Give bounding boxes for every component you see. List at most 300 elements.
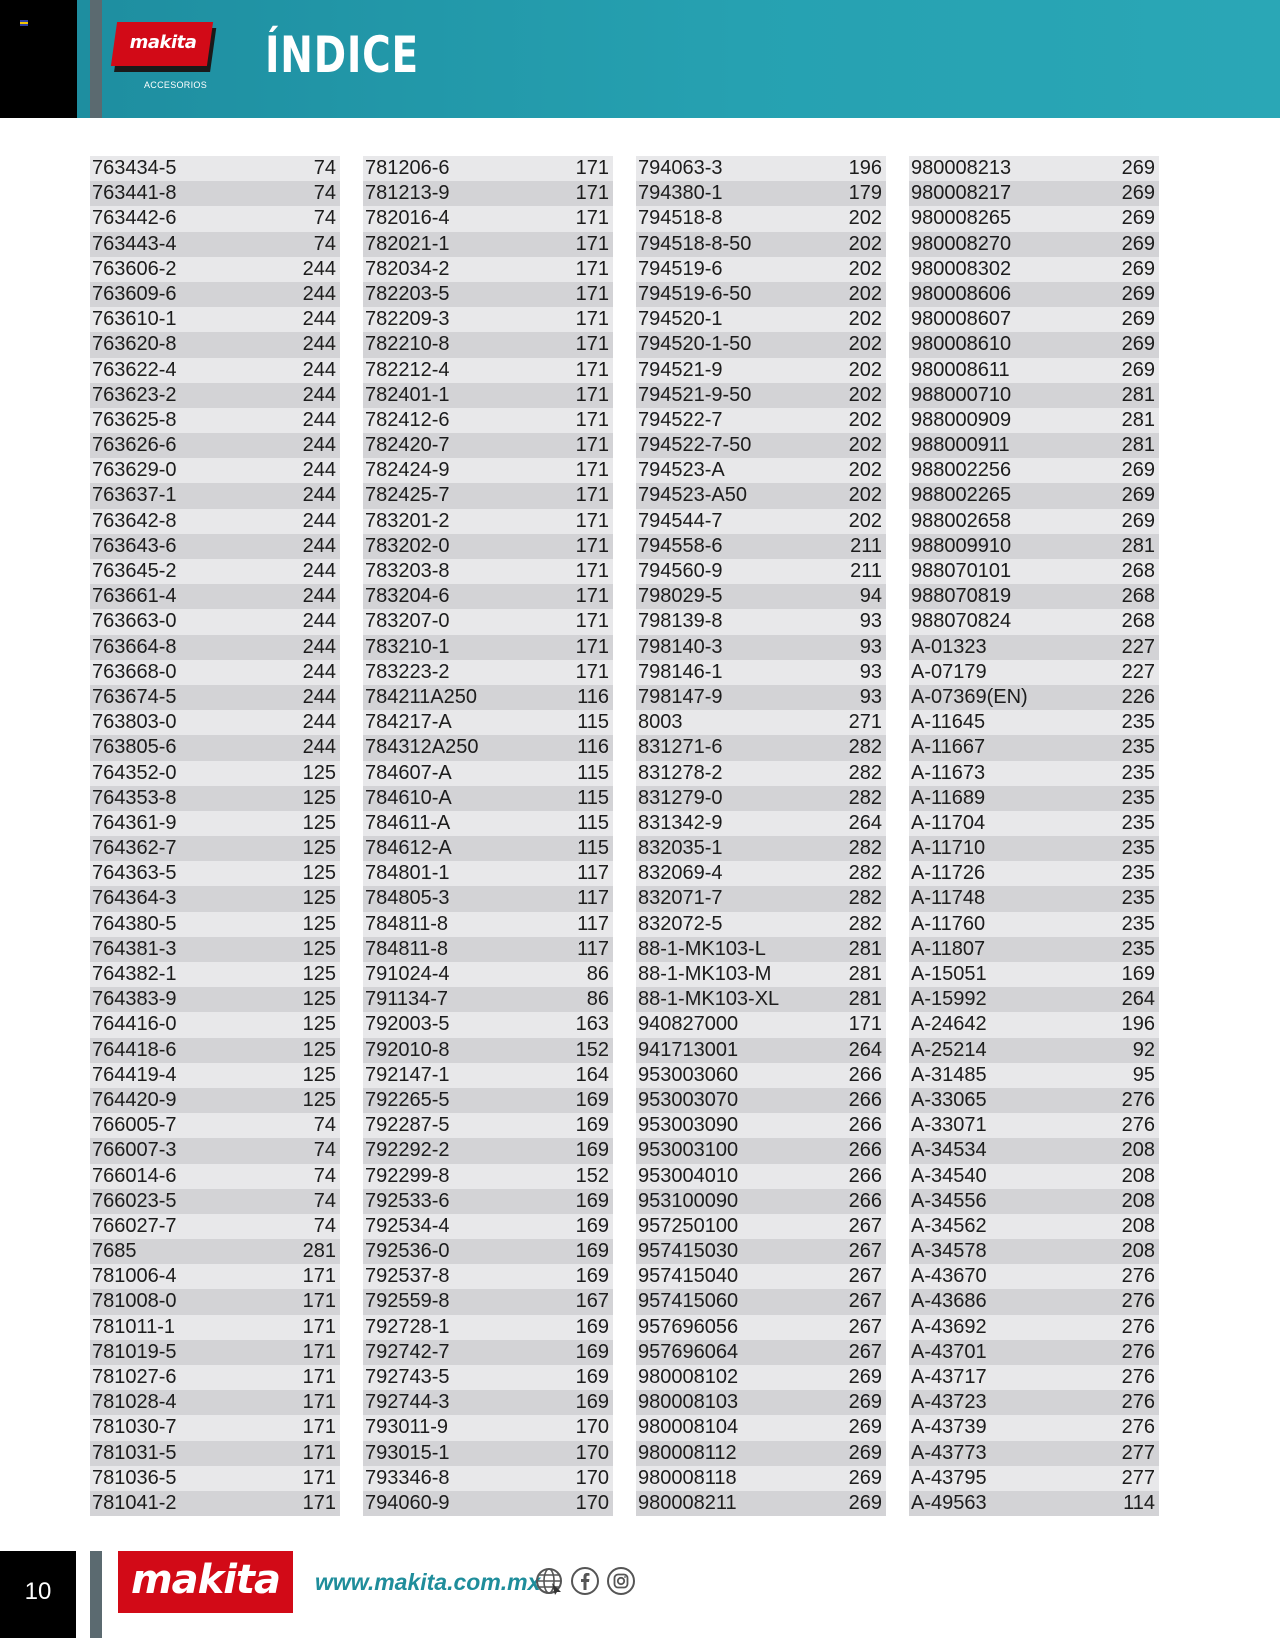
part-number: 763625-8	[92, 408, 177, 431]
part-number: 980008611	[911, 358, 1010, 381]
part-number: 980008112	[638, 1441, 737, 1464]
index-row	[363, 786, 613, 811]
page-reference: 276	[1121, 1088, 1155, 1111]
page-reference: 202	[848, 459, 882, 482]
page-reference: 277	[1121, 1441, 1155, 1464]
index-row	[636, 811, 886, 836]
index-row	[90, 307, 340, 332]
page-reference: 244	[302, 711, 336, 734]
part-number: 794519-6-50	[638, 282, 752, 305]
page-reference: 235	[1121, 786, 1155, 809]
part-number: 793015-1	[365, 1441, 450, 1464]
part-number: 798139-8	[638, 610, 723, 633]
index-row	[90, 282, 340, 307]
page-reference: 227	[1121, 660, 1155, 683]
index-row	[363, 559, 613, 584]
index-row	[909, 307, 1159, 332]
index-row	[636, 761, 886, 786]
part-number: A-11704	[911, 811, 986, 834]
flag-icon	[20, 20, 28, 26]
page-reference: 115	[577, 711, 609, 734]
index-row	[90, 383, 340, 408]
page-reference: 264	[848, 811, 882, 834]
index-row	[90, 937, 340, 962]
page-reference: 269	[848, 1391, 882, 1414]
index-row	[90, 635, 340, 660]
part-number: 953003060	[638, 1063, 739, 1086]
page-reference: 171	[302, 1416, 336, 1439]
page-reference: 164	[575, 1063, 609, 1086]
index-row	[909, 710, 1159, 735]
part-number: 792299-8	[365, 1164, 450, 1187]
index-row	[636, 1038, 886, 1063]
page-reference: 208	[1121, 1139, 1155, 1162]
page-reference: 196	[1121, 1013, 1155, 1036]
footer-gray-stripe	[90, 1551, 102, 1638]
index-row	[909, 1441, 1159, 1466]
header-black-block	[0, 0, 77, 118]
index-row	[636, 1415, 886, 1440]
page-reference: 235	[1121, 711, 1155, 734]
page-reference: 125	[302, 1063, 336, 1086]
page-reference: 74	[313, 1189, 336, 1212]
index-row	[90, 685, 340, 710]
page-reference: 281	[1121, 434, 1155, 457]
part-number: 794380-1	[638, 182, 723, 205]
part-number: 764361-9	[92, 811, 177, 834]
part-number: 988002658	[911, 509, 1012, 532]
part-number: 980008118	[638, 1466, 737, 1489]
index-row	[363, 836, 613, 861]
page-reference: 268	[1121, 610, 1155, 633]
page-reference: 244	[302, 484, 336, 507]
index-row	[363, 156, 613, 181]
page-reference: 74	[313, 1114, 336, 1137]
page-reference: 171	[302, 1366, 336, 1388]
index-row	[636, 735, 886, 760]
page-reference: 269	[1121, 484, 1155, 507]
index-row	[90, 584, 340, 609]
part-number: 798029-5	[638, 585, 723, 608]
page-reference: 269	[1121, 257, 1155, 280]
page-reference: 125	[302, 761, 336, 784]
index-row	[909, 509, 1159, 534]
page-reference: 208	[1121, 1189, 1155, 1212]
page-reference: 282	[848, 736, 882, 759]
part-number: 782412-6	[365, 408, 450, 431]
index-row	[90, 861, 340, 886]
page-reference: 202	[848, 232, 882, 255]
index-row	[636, 962, 886, 987]
part-number: 988009910	[911, 534, 1012, 557]
part-number: 794523-A	[638, 459, 725, 482]
index-row	[363, 307, 613, 332]
index-row	[363, 332, 613, 357]
index-row	[909, 483, 1159, 508]
part-number: 784610-A	[365, 786, 452, 809]
part-number: 783204-6	[365, 585, 450, 608]
index-row	[636, 1491, 886, 1516]
part-number: 764419-4	[92, 1063, 177, 1086]
page-reference: 276	[1121, 1366, 1155, 1388]
part-number: A-11673	[911, 761, 986, 784]
page-reference: 281	[1121, 408, 1155, 431]
part-number: 957415060	[638, 1290, 739, 1313]
page-reference: 93	[859, 610, 882, 633]
part-number: 953003100	[638, 1139, 739, 1162]
page-reference: 269	[848, 1466, 882, 1489]
page-reference: 171	[575, 610, 609, 633]
page-reference: 235	[1121, 887, 1155, 910]
page-reference: 267	[848, 1214, 882, 1237]
part-number: 782034-2	[365, 257, 450, 280]
page-reference: 170	[575, 1441, 609, 1464]
part-number: 792010-8	[365, 1038, 450, 1061]
part-number: A-43717	[911, 1366, 987, 1388]
part-number: 7685	[92, 1240, 137, 1263]
page-reference: 167	[575, 1290, 609, 1313]
index-row	[363, 1441, 613, 1466]
part-number: 783210-1	[365, 635, 450, 658]
page-reference: 74	[313, 232, 336, 255]
page-reference: 125	[302, 937, 336, 960]
page-title: ÍNDICE	[265, 26, 419, 84]
index-row	[636, 1239, 886, 1264]
page-reference: 171	[575, 282, 609, 305]
index-row	[909, 786, 1159, 811]
index-row	[909, 358, 1159, 383]
part-number: 764363-5	[92, 862, 177, 885]
index-row	[909, 1239, 1159, 1264]
index-row	[636, 156, 886, 181]
part-number: 781006-4	[92, 1265, 177, 1288]
index-row	[909, 206, 1159, 231]
index-row	[363, 433, 613, 458]
index-row	[90, 1214, 340, 1239]
part-number: 792536-0	[365, 1240, 450, 1263]
index-row	[90, 1415, 340, 1440]
part-number: 782212-4	[365, 358, 450, 381]
part-number: 832069-4	[638, 862, 723, 885]
part-number: 980008270	[911, 232, 1012, 255]
page-reference: 125	[302, 1038, 336, 1061]
page-reference: 170	[575, 1466, 609, 1489]
page-reference: 266	[848, 1139, 882, 1162]
part-number: 940827000	[638, 1013, 739, 1036]
page-reference: 171	[302, 1466, 336, 1489]
index-row	[909, 282, 1159, 307]
part-number: 792728-1	[365, 1315, 450, 1338]
page-reference: 235	[1121, 912, 1155, 935]
part-number: 781030-7	[92, 1416, 177, 1439]
page-reference: 227	[1121, 635, 1155, 658]
page-reference: 115	[577, 786, 609, 809]
index-row	[636, 1164, 886, 1189]
index-row	[636, 786, 886, 811]
part-number: 88-1-MK103-M	[638, 963, 772, 985]
page-reference: 267	[848, 1265, 882, 1288]
index-row	[90, 1239, 340, 1264]
part-number: 764383-9	[92, 988, 177, 1011]
index-row	[909, 181, 1159, 206]
part-number: 980008217	[911, 182, 1012, 205]
page-reference: 74	[313, 207, 336, 230]
page-reference: 125	[302, 1013, 336, 1036]
index-row	[909, 861, 1159, 886]
facebook-icon[interactable]	[570, 1566, 600, 1596]
part-number: A-15051	[911, 963, 987, 985]
page-reference: 202	[848, 333, 882, 356]
page-reference: 171	[575, 383, 609, 406]
index-row	[909, 534, 1159, 559]
page-reference: 169	[575, 1088, 609, 1111]
page-reference: 93	[859, 660, 882, 683]
part-number: 783202-0	[365, 534, 450, 557]
page-reference: 115	[577, 837, 609, 860]
web-icon[interactable]	[534, 1566, 564, 1596]
index-row	[90, 836, 340, 861]
part-number: 980008104	[638, 1416, 739, 1439]
page-reference: 171	[302, 1340, 336, 1363]
index-row	[909, 1113, 1159, 1138]
part-number: A-34556	[911, 1189, 987, 1212]
page-reference: 125	[302, 988, 336, 1011]
page-reference: 74	[313, 1214, 336, 1237]
page-reference: 244	[302, 358, 336, 381]
instagram-icon[interactable]	[606, 1566, 636, 1596]
index-row	[90, 332, 340, 357]
page-reference: 171	[302, 1441, 336, 1464]
index-row	[636, 1214, 886, 1239]
index-row	[90, 962, 340, 987]
index-row	[363, 534, 613, 559]
index-row	[90, 1164, 340, 1189]
page-reference: 94	[859, 585, 882, 608]
index-row	[909, 1164, 1159, 1189]
page-reference: 171	[575, 232, 609, 255]
part-number: 88-1-MK103-XL	[638, 988, 780, 1011]
page-reference: 92	[1132, 1038, 1155, 1061]
part-number: 784607-A	[365, 761, 452, 784]
page-reference: 125	[302, 837, 336, 860]
page-reference: 74	[313, 182, 336, 205]
page-reference: 244	[302, 560, 336, 582]
page-reference: 244	[302, 509, 336, 532]
part-number: 831342-9	[638, 811, 723, 834]
index-row	[90, 433, 340, 458]
page-reference: 171	[575, 635, 609, 658]
part-number: A-34534	[911, 1139, 987, 1162]
page-reference: 74	[313, 1164, 336, 1187]
page-reference: 269	[1121, 459, 1155, 482]
part-number: 782021-1	[365, 232, 450, 255]
index-row	[90, 408, 340, 433]
part-number: 763443-4	[92, 232, 177, 255]
index-row	[909, 383, 1159, 408]
index-row	[363, 735, 613, 760]
part-number: 792559-8	[365, 1290, 450, 1313]
part-number: A-24642	[911, 1013, 987, 1036]
index-row	[90, 458, 340, 483]
page-reference: 171	[575, 484, 609, 507]
index-row	[636, 1088, 886, 1113]
brand-subtitle: ACCESORIOS	[144, 80, 208, 90]
part-number: 794519-6	[638, 257, 723, 280]
index-row	[90, 1113, 340, 1138]
index-row	[90, 1340, 340, 1365]
page-reference: 202	[848, 257, 882, 280]
page-reference: 244	[302, 736, 336, 759]
index-row	[363, 685, 613, 710]
index-row	[636, 1390, 886, 1415]
header-teal-band	[77, 0, 1280, 118]
part-number: 784217-A	[365, 711, 452, 734]
page-reference: 226	[1121, 685, 1155, 708]
page-reference: 171	[575, 509, 609, 532]
index-row	[909, 635, 1159, 660]
index-column-1	[90, 156, 340, 1516]
part-number: 957696056	[638, 1315, 739, 1338]
page-reference: 125	[302, 887, 336, 910]
part-number: 782424-9	[365, 459, 450, 482]
index-row	[363, 1239, 613, 1264]
index-row	[363, 509, 613, 534]
page-reference: 269	[1121, 308, 1155, 331]
part-number: 832035-1	[638, 837, 723, 860]
part-number: 794560-9	[638, 560, 723, 582]
part-number: 794521-9	[638, 358, 723, 381]
index-row	[909, 1365, 1159, 1390]
part-number: A-43795	[911, 1466, 987, 1489]
page-reference: 171	[575, 660, 609, 683]
part-number: A-11710	[911, 837, 986, 860]
part-number: A-43723	[911, 1391, 987, 1414]
index-row	[90, 181, 340, 206]
part-number: 764353-8	[92, 786, 177, 809]
part-number: 980008102	[638, 1366, 739, 1388]
part-number: 980008607	[911, 308, 1012, 331]
page-reference: 169	[1121, 963, 1155, 985]
page-reference: 276	[1121, 1290, 1155, 1313]
part-number: 763668-0	[92, 660, 177, 683]
index-row	[363, 1012, 613, 1037]
website-link[interactable]: www.makita.com.mx	[315, 1569, 541, 1595]
page-reference: 171	[575, 182, 609, 205]
part-number: A-43692	[911, 1315, 987, 1338]
index-row	[363, 358, 613, 383]
index-row	[363, 1088, 613, 1113]
page-reference: 163	[575, 1013, 609, 1036]
index-row	[909, 1038, 1159, 1063]
part-number: 764416-0	[92, 1013, 177, 1036]
page-footer	[0, 1548, 1280, 1638]
part-number: A-43739	[911, 1416, 987, 1439]
part-number: A-11760	[911, 912, 986, 935]
part-number: 782203-5	[365, 282, 450, 305]
part-number: 832071-7	[638, 887, 723, 910]
index-row	[363, 761, 613, 786]
page-reference: 244	[302, 333, 336, 356]
part-number: 764362-7	[92, 837, 177, 860]
part-number: A-11645	[911, 711, 986, 734]
page-reference: 282	[848, 912, 882, 935]
part-number: 764380-5	[92, 912, 177, 935]
index-row	[90, 1012, 340, 1037]
page-reference: 267	[848, 1240, 882, 1263]
page-reference: 171	[575, 207, 609, 230]
part-number: 831279-0	[638, 786, 723, 809]
page-reference: 266	[848, 1088, 882, 1111]
index-row	[363, 1415, 613, 1440]
page-reference: 269	[848, 1416, 882, 1439]
part-number: 782209-3	[365, 308, 450, 331]
page-reference: 269	[1121, 358, 1155, 381]
page-reference: 266	[848, 1189, 882, 1212]
page-reference: 244	[302, 408, 336, 431]
part-number: A-49563	[911, 1491, 987, 1514]
index-row	[363, 483, 613, 508]
index-row	[90, 761, 340, 786]
part-number: A-07369(EN)	[911, 685, 1028, 708]
index-row	[636, 483, 886, 508]
index-row	[90, 1441, 340, 1466]
part-number: 957415030	[638, 1240, 739, 1263]
page-reference: 95	[1132, 1063, 1155, 1086]
index-row	[363, 635, 613, 660]
page-reference: 93	[859, 635, 882, 658]
index-row	[636, 1466, 886, 1491]
index-row	[90, 534, 340, 559]
index-row	[909, 257, 1159, 282]
page-reference: 125	[302, 786, 336, 809]
part-number: 980008610	[911, 333, 1012, 356]
index-row	[636, 1264, 886, 1289]
index-row	[363, 1390, 613, 1415]
part-number: 794060-9	[365, 1491, 450, 1514]
index-row	[363, 1214, 613, 1239]
page-reference: 277	[1121, 1466, 1155, 1489]
index-row	[636, 1138, 886, 1163]
page-reference: 171	[575, 257, 609, 280]
index-row	[363, 1138, 613, 1163]
index-row	[90, 1466, 340, 1491]
page-reference: 266	[848, 1063, 882, 1086]
index-row	[363, 1466, 613, 1491]
part-number: A-07179	[911, 660, 987, 683]
page-reference: 202	[848, 509, 882, 532]
page-reference: 86	[586, 988, 609, 1011]
page-reference: 179	[848, 182, 882, 205]
index-row	[909, 156, 1159, 181]
page-reference: 269	[848, 1441, 882, 1464]
index-row	[363, 206, 613, 231]
index-row	[90, 358, 340, 383]
part-number: A-43773	[911, 1441, 987, 1464]
page-reference: 269	[1121, 282, 1155, 305]
index-row	[636, 1441, 886, 1466]
part-number: A-34562	[911, 1214, 987, 1237]
part-number: 783223-2	[365, 660, 450, 683]
part-number: 988070101	[911, 560, 1012, 582]
part-number: 763803-0	[92, 711, 177, 734]
part-number: 980008213	[911, 157, 1012, 179]
page-reference: 202	[848, 434, 882, 457]
part-number: A-11807	[911, 937, 986, 960]
index-row	[636, 559, 886, 584]
index-row	[909, 1138, 1159, 1163]
part-number: 781041-2	[92, 1491, 177, 1514]
page-reference: 282	[848, 837, 882, 860]
